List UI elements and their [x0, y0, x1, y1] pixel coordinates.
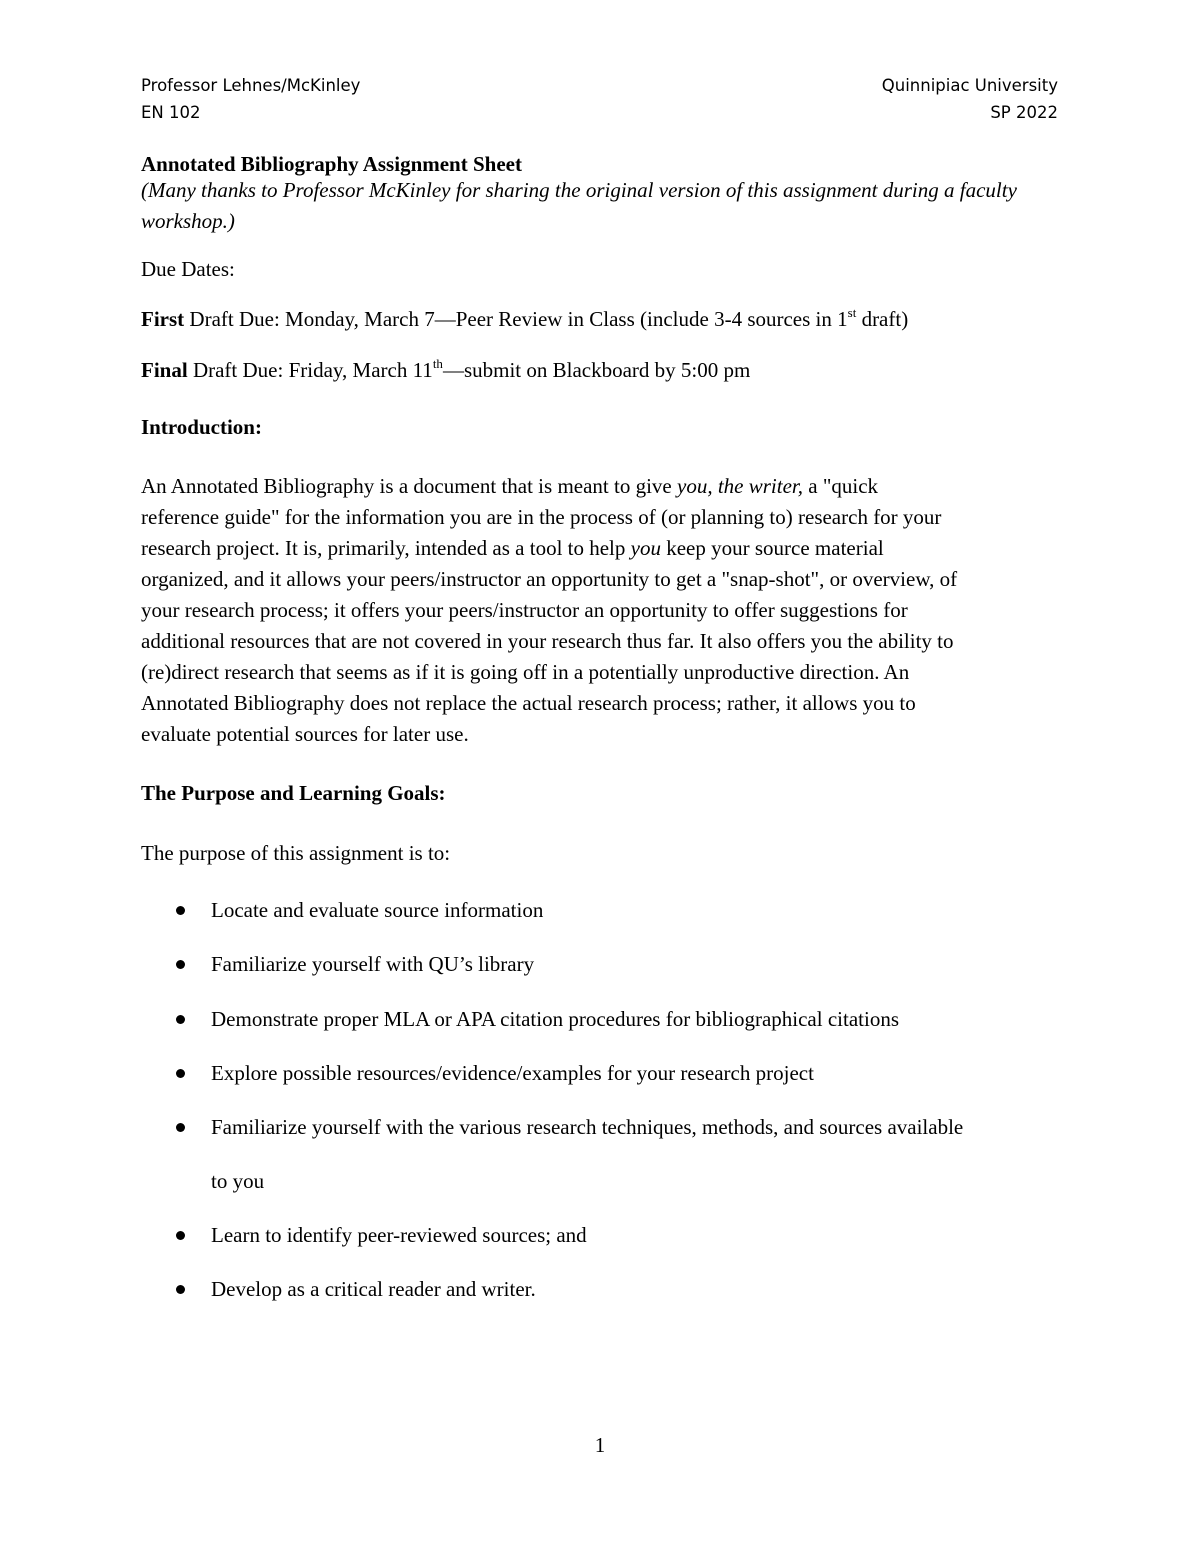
page-number: 1: [594, 1433, 606, 1457]
final-draft-sup: th: [432, 356, 443, 371]
intro-text: keep your source material: [660, 536, 884, 560]
intro-line: Annotated Bibliography does not replace the actual research process; rather, it allows you to: [141, 691, 916, 715]
thanks-line: workshop.): [141, 209, 235, 233]
header-professor: Professor Lehnes/McKinley: [141, 76, 361, 95]
first-draft-sup: st: [847, 305, 857, 320]
thanks-note: [141, 175, 1071, 237]
due-dates-label: Due Dates:: [141, 257, 235, 281]
intro-line: reference guide" for the information you are in the process of (or planning to) research for your: [141, 505, 942, 529]
intro-text: An Annotated Bibliography is a document that is meant to give: [141, 474, 677, 498]
thanks-line: (Many thanks to Professor McKinley for sharing the original version of this assignment during a faculty: [141, 178, 1017, 202]
final-draft-text: Draft Due: Friday, March 11: [187, 358, 433, 382]
final-draft-text-end: —submit on Blackboard by 5:00 pm: [442, 358, 751, 382]
final-draft-bold: Final: [141, 358, 188, 382]
goal-text: Familiarize yourself with QU’s library: [211, 952, 535, 976]
header-term: SP 2022: [990, 103, 1058, 122]
document-title: Annotated Bibliography Assignment Sheet: [141, 152, 522, 176]
goal-text: Develop as a critical reader and writer.: [211, 1277, 536, 1301]
first-draft-text-end: draft): [856, 307, 909, 331]
bullet-icon: [176, 1285, 185, 1294]
intro-text: a "quick: [803, 474, 879, 498]
final-draft-line: [141, 355, 750, 386]
intro-line: [141, 533, 1071, 564]
intro-line: your research process; it offers your peers/instructor an opportunity to offer suggestions for: [141, 598, 908, 622]
intro-line: (re)direct research that seems as if it is going off in a potentially unproductive direction. An: [141, 660, 910, 684]
intro-emphasis: you: [630, 536, 661, 560]
intro-line: additional resources that are not covered in your research thus far. It also offers you the ability to: [141, 629, 954, 653]
goal-text: Familiarize yourself with the various research techniques, methods, and sources available: [211, 1115, 964, 1139]
bullet-icon: [176, 1123, 185, 1132]
header-university: Quinnipiac University: [881, 76, 1058, 95]
goal-text: Demonstrate proper MLA or APA citation procedures for bibliographical citations: [211, 1007, 899, 1031]
goal-text: Explore possible resources/evidence/examples for your research project: [211, 1061, 814, 1085]
first-draft-text: Draft Due: Monday, March 7—Peer Review in Class (include 3-4 sources in 1: [184, 307, 848, 331]
intro-line: organized, and it allows your peers/instructor an opportunity to get a "snap-shot", or overview, of: [141, 567, 958, 591]
purpose-intro: The purpose of this assignment is to:: [141, 841, 451, 865]
introduction-heading: Introduction:: [141, 415, 262, 439]
goal-text: Locate and evaluate source information: [211, 898, 544, 922]
intro-text: research project. It is, primarily, intended as a tool to help: [141, 536, 631, 560]
bullet-icon: [176, 1231, 185, 1240]
goal-text: Learn to identify peer-reviewed sources; and: [211, 1223, 587, 1247]
intro-line: evaluate potential sources for later use.: [141, 722, 469, 746]
purpose-heading: The Purpose and Learning Goals:: [141, 781, 446, 805]
bullet-icon: [176, 906, 185, 915]
first-draft-bold: First: [141, 307, 185, 331]
header-course: EN 102: [141, 103, 201, 122]
bullet-icon: [176, 960, 185, 969]
bullet-icon: [176, 1069, 185, 1078]
intro-line: [141, 471, 1071, 502]
first-draft-line: [141, 304, 908, 335]
goal-text: to you: [211, 1169, 265, 1193]
intro-emphasis: you, the writer,: [677, 474, 803, 498]
bullet-icon: [176, 1015, 185, 1024]
introduction-paragraph: [141, 471, 1071, 750]
